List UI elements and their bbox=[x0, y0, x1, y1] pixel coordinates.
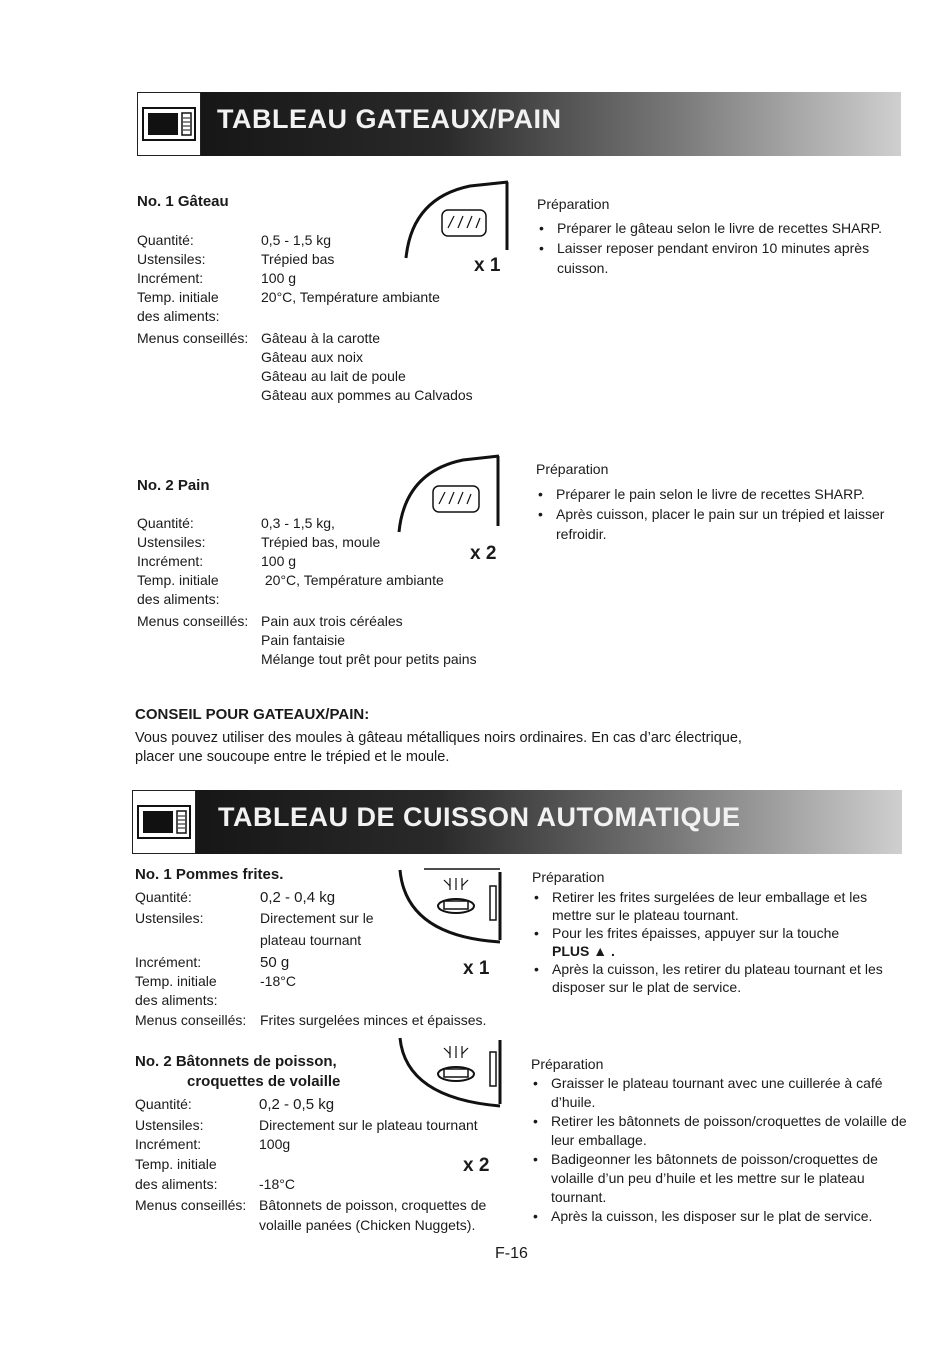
spec-label: Ustensiles: bbox=[135, 910, 204, 926]
frites-title: No. 1 Pommes frites. bbox=[135, 866, 284, 883]
menu-item: Gâteau aux noix bbox=[261, 349, 363, 365]
spec-label: des aliments: bbox=[135, 1176, 218, 1192]
spec-label: Quantité: bbox=[137, 515, 194, 531]
spec-label: des aliments: bbox=[135, 992, 218, 1008]
menus-label: Menus conseillés: bbox=[135, 1012, 247, 1028]
spec-label: Ustensiles: bbox=[137, 534, 206, 550]
spec-label: Incrément: bbox=[135, 1136, 202, 1152]
conseil-text-line2: placer une soucoupe entre le trépied et le moule. bbox=[135, 749, 450, 765]
spec-value: 0,2 - 0,4 kg bbox=[260, 889, 336, 906]
menus-label: Menus conseillés: bbox=[135, 1197, 247, 1213]
prep-title: Préparation bbox=[531, 1056, 604, 1072]
prep-title: Préparation bbox=[537, 196, 610, 212]
prep-step: • Retirer les bâtonnets de poisson/croquettes de volaille de leur emballage. bbox=[531, 1112, 909, 1150]
spec-label: Temp. initiale bbox=[137, 289, 219, 305]
spec-value: -18°C bbox=[259, 1176, 295, 1192]
poisson-title-line2: croquettes de volaille bbox=[187, 1073, 341, 1090]
spec-value: 100 g bbox=[261, 270, 297, 286]
multiplier: x 1 bbox=[474, 255, 501, 276]
pain-title: No. 2 Pain bbox=[137, 477, 210, 494]
spec-value: Trépied bas bbox=[261, 251, 335, 267]
microwave-icon bbox=[137, 92, 201, 156]
spec-label: Incrément: bbox=[137, 553, 204, 569]
spec-label: Temp. initiale bbox=[135, 1156, 217, 1172]
page-number: F-16 bbox=[495, 1245, 528, 1262]
menus-label: Menus conseillés: bbox=[137, 613, 249, 629]
banner-title: TABLEAU GATEAUX/PAIN bbox=[217, 104, 562, 134]
multiplier: x 1 bbox=[463, 958, 490, 979]
banner-auto-cooking bbox=[132, 790, 902, 854]
multiplier: x 2 bbox=[470, 543, 497, 564]
prep-title: Préparation bbox=[536, 461, 609, 477]
prep-list bbox=[537, 218, 907, 278]
menu-item: Bâtonnets de poisson, croquettes de bbox=[259, 1197, 487, 1213]
spec-label: Quantité: bbox=[135, 1096, 192, 1112]
poisson-specs bbox=[135, 1095, 510, 1236]
spec-label: Incrément: bbox=[137, 270, 204, 286]
spec-label: des aliments: bbox=[137, 308, 220, 324]
prep-step: • Après la cuisson, les retirer du plateau tournant et les disposer sur le plat de service. bbox=[532, 960, 907, 996]
menu-item: Gâteau au lait de poule bbox=[261, 368, 406, 384]
menu-item: Frites surgelées minces et épaisses. bbox=[260, 1012, 487, 1028]
spec-value: Directement sur le plateau tournant bbox=[259, 1117, 478, 1133]
spec-label: Ustensiles: bbox=[135, 1117, 204, 1133]
poisson-title-line1: No. 2 Bâtonnets de poisson, bbox=[135, 1053, 337, 1070]
prep-list bbox=[531, 1074, 909, 1226]
prep-step: • Graisser le plateau tournant avec une cuillerée à café d’huile. bbox=[531, 1074, 909, 1112]
menu-item: Gâteau aux pommes au Calvados bbox=[261, 387, 473, 403]
prep-title: Préparation bbox=[532, 869, 605, 885]
prep-list bbox=[532, 888, 907, 996]
spec-label: Quantité: bbox=[137, 232, 194, 248]
spec-value: 20°C, Température ambiante bbox=[261, 289, 440, 305]
spec-label: Ustensiles: bbox=[137, 251, 206, 267]
prep-step: • Laisser reposer pendant environ 10 minutes après cuisson. bbox=[537, 238, 907, 278]
prep-step: • Badigeonner les bâtonnets de poisson/croquettes de volaille d’un peu d’huile et les mettre sur le plateau tournant. bbox=[531, 1150, 909, 1207]
prep-step bbox=[532, 924, 907, 960]
spec-value: 0,3 - 1,5 kg, bbox=[261, 515, 335, 531]
prep-step: • Préparer le gâteau selon le livre de recettes SHARP. bbox=[537, 218, 907, 238]
spec-value: 20°C, Température ambiante bbox=[261, 572, 444, 588]
prep-step: • Après cuisson, placer le pain sur un trépied et laisser refroidir. bbox=[536, 504, 906, 544]
spec-value: Trépied bas, moule bbox=[261, 534, 381, 550]
spec-value: 100 g bbox=[261, 553, 297, 569]
spec-value: 50 g bbox=[260, 954, 290, 971]
prep-step: • Après la cuisson, les disposer sur le plat de service. bbox=[531, 1207, 909, 1226]
spec-label: Quantité: bbox=[135, 889, 192, 905]
multiplier: x 2 bbox=[463, 1155, 490, 1176]
plus-key-label: PLUS ▲ . bbox=[552, 943, 615, 959]
spec-value: plateau tournant bbox=[260, 932, 362, 948]
pain-specs bbox=[137, 514, 507, 669]
tray-heat-icon bbox=[396, 1034, 504, 1110]
spec-value: 100g bbox=[259, 1136, 291, 1152]
spec-value: 0,5 - 1,5 kg bbox=[261, 232, 332, 248]
prep-step: • Retirer les frites surgelées de leur emballage et les mettre sur le plateau tournant. bbox=[532, 888, 907, 924]
spec-value: 0,2 - 0,5 kg bbox=[259, 1096, 335, 1113]
bread-on-rack-icon bbox=[393, 454, 503, 534]
cake-on-rack-icon bbox=[400, 180, 510, 260]
spec-label: Temp. initiale bbox=[137, 572, 219, 588]
spec-label: Incrément: bbox=[135, 954, 202, 970]
conseil-title: CONSEIL POUR GATEAUX/PAIN: bbox=[135, 706, 370, 723]
menu-item: volaille panées (Chicken Nuggets). bbox=[259, 1217, 476, 1233]
prep-step-text: Pour les frites épaisses, appuyer sur la touche bbox=[552, 925, 840, 941]
menu-item: Mélange tout prêt pour petits pains bbox=[261, 651, 477, 667]
conseil-text-line1: Vous pouvez utiliser des moules à gâteau métalliques noirs ordinaires. En cas d’arc électrique, bbox=[135, 730, 742, 746]
banner-cakes-bread bbox=[137, 92, 901, 156]
spec-label: des aliments: bbox=[137, 591, 220, 607]
prep-step: • Préparer le pain selon le livre de recettes SHARP. bbox=[536, 484, 906, 504]
spec-value: -18°C bbox=[260, 973, 296, 989]
gateau-title: No. 1 Gâteau bbox=[137, 193, 229, 210]
menu-item: Pain fantaisie bbox=[261, 632, 346, 648]
tray-heat-icon bbox=[396, 866, 504, 946]
prep-list bbox=[536, 484, 906, 544]
menu-item: Pain aux trois céréales bbox=[261, 613, 403, 629]
microwave-icon bbox=[132, 790, 196, 854]
spec-value: Directement sur le bbox=[260, 910, 374, 926]
banner-title: TABLEAU DE CUISSON AUTOMATIQUE bbox=[218, 802, 741, 832]
spec-label: Temp. initiale bbox=[135, 973, 217, 989]
menu-item: Gâteau à la carotte bbox=[261, 330, 381, 346]
menus-label: Menus conseillés: bbox=[137, 330, 249, 346]
